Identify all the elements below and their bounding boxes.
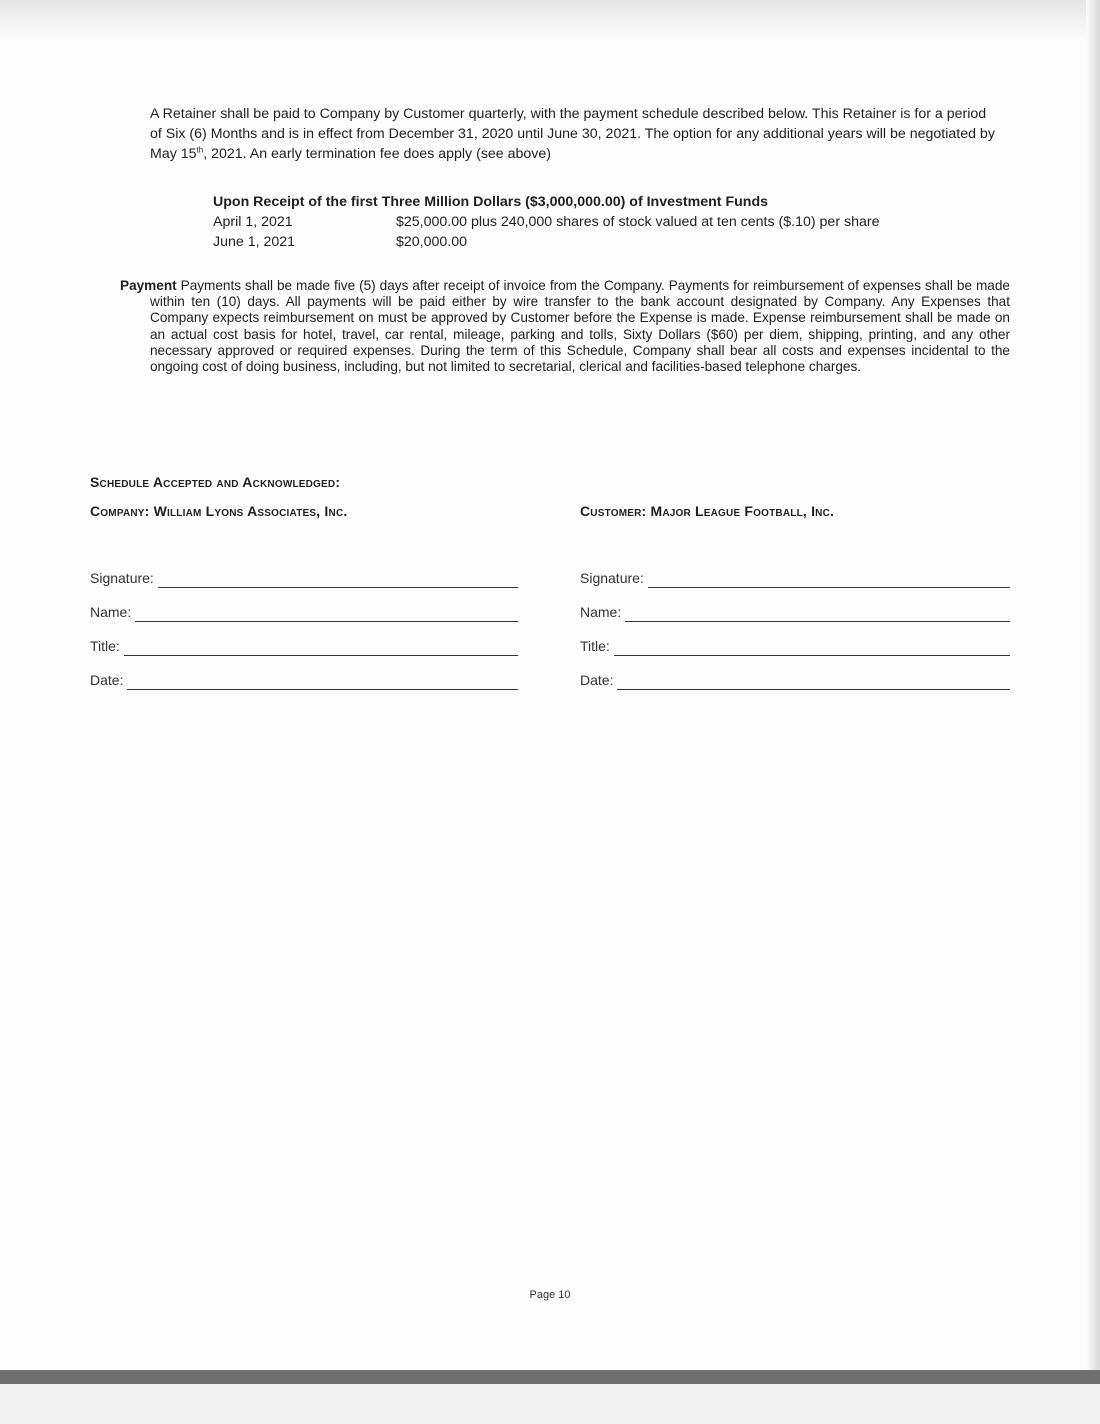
schedule-date: June 1, 2021 bbox=[213, 234, 296, 250]
scan-shadow-right bbox=[1086, 0, 1100, 1424]
payment-text: Payments shall be made five (5) days after receipt of invoice from the Company. Payments for reimbursement of expenses shall be made within ten (10) days. All payments will be paid either by wire transfer to the bank account designated by Company. Any Expenses that Company expects reimbursement on must be approved by Customer before the Expense is made. Expense reimbursement shall be made on an actual cost basis for hotel, travel, car rental, mileage, parking and tolls, Sixty Dollars ($60) per diem, shipping, printing, and any other necessary approved or required expenses. During the term of this Schedule, Company shall bear all costs and expenses incidental to the ongoing cost of doing business, including, but not limited to secretarial, clerical and facilities-based telephone charges. bbox=[150, 278, 1010, 375]
date-label: Date: bbox=[580, 672, 614, 688]
payment-paragraph bbox=[120, 278, 1010, 375]
customer-name-row bbox=[580, 588, 1010, 622]
customer-date-row bbox=[580, 656, 1010, 690]
company-name-row bbox=[90, 588, 518, 622]
customer-signature-block bbox=[580, 554, 1010, 690]
title-label: Title: bbox=[90, 638, 120, 654]
scan-margin-bottom bbox=[0, 1384, 1100, 1424]
schedule-row bbox=[213, 232, 973, 252]
name-label: Name: bbox=[580, 604, 622, 620]
payment-label: Payment bbox=[120, 278, 177, 293]
schedule-row bbox=[213, 212, 973, 232]
retainer-paragraph bbox=[150, 104, 995, 164]
company-name-line[interactable] bbox=[135, 605, 518, 622]
name-label: Name: bbox=[90, 604, 132, 620]
page-number: Page 10 bbox=[529, 1289, 571, 1301]
date-label: Date: bbox=[90, 672, 124, 688]
scan-shadow-top bbox=[0, 0, 1100, 40]
retainer-text-main: A Retainer shall be paid to Company by Customer quarterly, with the payment schedule described below. This Retainer is for a period of Six (6) Months and is in effect from December 31, 2020 until June 30, 2021. The option for any additional years will be negotiated by May 15 bbox=[150, 106, 995, 162]
company-title-line[interactable] bbox=[124, 639, 518, 656]
company-signature-line[interactable] bbox=[158, 571, 518, 588]
title-label: Title: bbox=[580, 638, 610, 654]
schedule-amount: $20,000.00 bbox=[396, 234, 468, 250]
customer-name-line[interactable] bbox=[625, 605, 1010, 622]
signature-label: Signature: bbox=[90, 570, 154, 586]
retainer-text-sup: th bbox=[196, 145, 204, 155]
customer-title-line[interactable] bbox=[614, 639, 1010, 656]
company-date-line[interactable] bbox=[127, 673, 518, 690]
company-heading: Company: William Lyons Associates, Inc. bbox=[90, 503, 348, 519]
acceptance-heading: Schedule Accepted and Acknowledged: bbox=[90, 474, 341, 490]
retainer-text-end: , 2021. An early termination fee does apply (see above) bbox=[203, 146, 552, 162]
company-signature-block bbox=[90, 554, 518, 690]
payment-schedule bbox=[213, 192, 973, 252]
company-title-row bbox=[90, 622, 518, 656]
customer-signature-row bbox=[580, 554, 1010, 588]
company-signature-row bbox=[90, 554, 518, 588]
company-date-row bbox=[90, 656, 518, 690]
signature-label: Signature: bbox=[580, 570, 644, 586]
customer-title-row bbox=[580, 622, 1010, 656]
scan-edge-bottom bbox=[0, 1370, 1100, 1384]
customer-signature-line[interactable] bbox=[648, 571, 1010, 588]
schedule-date: April 1, 2021 bbox=[213, 214, 293, 230]
schedule-title: Upon Receipt of the first Three Million Dollars ($3,000,000.00) of Investment Funds bbox=[213, 194, 769, 210]
customer-heading: Customer: Major League Football, Inc. bbox=[580, 503, 835, 519]
customer-date-line[interactable] bbox=[617, 673, 1010, 690]
schedule-amount: $25,000.00 plus 240,000 shares of stock valued at ten cents ($.10) per share bbox=[396, 214, 880, 230]
